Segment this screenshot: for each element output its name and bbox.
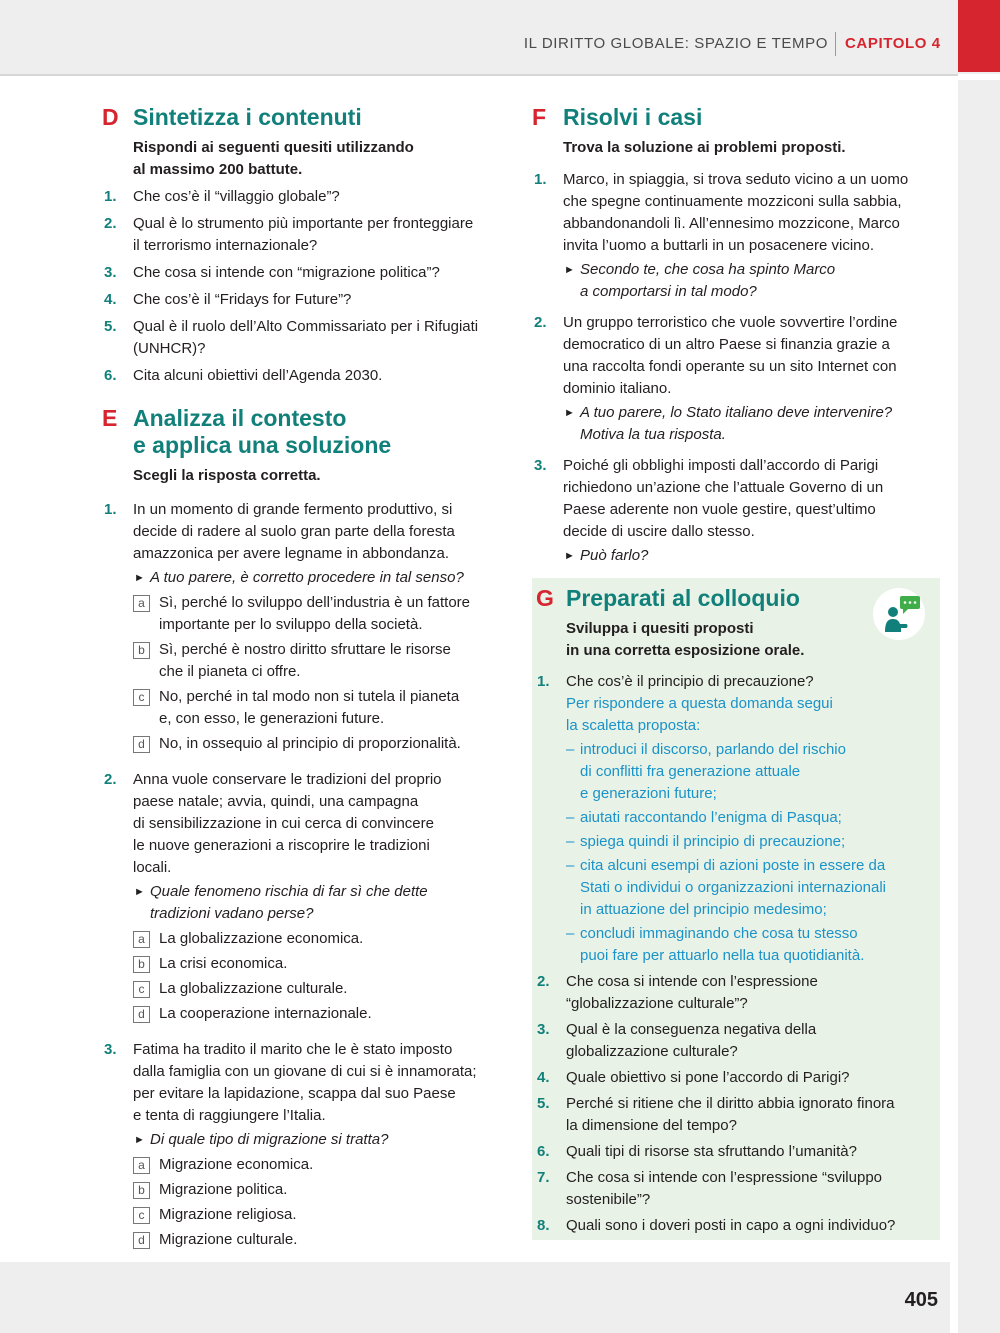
- question-text: Quale obiettivo si pone l’accordo di Parigi?: [566, 1069, 850, 1086]
- option-text: e, con esso, le generazioni future.: [159, 710, 385, 727]
- question-text: dominio italiano.: [563, 380, 672, 397]
- section-instructions: [100, 465, 510, 487]
- section-g: [532, 585, 932, 1241]
- option-key: b: [133, 642, 150, 659]
- question-item: [100, 289, 510, 311]
- instruction-line: al massimo 200 battute.: [133, 161, 303, 178]
- question-number: 2.: [104, 771, 117, 788]
- question-text: Quali sono i doveri posti in capo a ogni individuo?: [566, 1217, 896, 1234]
- step-text: puoi fare per attuarlo nella tua quotidianità.: [580, 947, 865, 964]
- step-text: cita alcuni esempi di azioni poste in essere da: [580, 857, 886, 874]
- question-text: Qual è il ruolo dell’Alto Commissariato per i Rifugiati: [133, 318, 479, 335]
- question-item: [100, 769, 510, 1025]
- section-f: [530, 104, 940, 567]
- question-prompt: [563, 259, 940, 303]
- prompt-text: Secondo te, che cosa ha spinto Marco: [580, 261, 836, 278]
- question-item: [100, 262, 510, 284]
- question-item: [532, 971, 932, 1015]
- section-e: [100, 405, 510, 1251]
- answer-option[interactable]: [133, 953, 510, 975]
- question-item: [100, 316, 510, 360]
- section-d-heading: [100, 104, 510, 131]
- question-number: 1.: [534, 171, 547, 188]
- step-text: Stati o individui o organizzazioni internazionali: [580, 879, 887, 896]
- option-text: La crisi economica.: [159, 955, 288, 972]
- guide-text: Per rispondere a questa domanda segui: [566, 695, 833, 712]
- step-text: aiutati raccontando l’enigma di Pasqua;: [580, 809, 842, 826]
- answer-option[interactable]: [133, 686, 510, 730]
- question-item: [100, 365, 510, 387]
- chapter-tab: [958, 0, 1000, 72]
- question-number: 3.: [537, 1021, 550, 1038]
- option-key: b: [133, 1182, 150, 1199]
- question-item: [532, 1019, 932, 1063]
- question-text: Poiché gli obblighi imposti dall’accordo di Parigi: [563, 457, 879, 474]
- question-number: 2.: [104, 215, 117, 232]
- question-number: 3.: [104, 1041, 117, 1058]
- question-text: abbandonandoli lì. All’ennesimo mozzicone, Marco: [563, 215, 900, 232]
- question-text: richiedono un’azione che l’attuale Governo di un: [563, 479, 884, 496]
- question-text: Che cosa si intende con l’espressione: [566, 973, 818, 990]
- question-text: Qual è lo strumento più importante per fronteggiare: [133, 215, 474, 232]
- question-text: una raccolta fondi operante su un sito Internet con: [563, 358, 897, 375]
- outline-step: – aiutati raccontando l’enigma di Pasqua;: [566, 807, 932, 829]
- page-number: 405: [904, 1289, 938, 1311]
- section-letter: G: [536, 585, 554, 611]
- question-text: decide di uscire dallo stesso.: [563, 523, 755, 540]
- question-number: 7.: [537, 1169, 550, 1186]
- header-separator: [835, 32, 836, 56]
- section-title: Sintetizza i contenuti: [133, 104, 362, 130]
- option-text: Migrazione culturale.: [159, 1231, 298, 1248]
- option-key: d: [133, 736, 150, 753]
- option-text: che il pianeta ci offre.: [159, 663, 301, 680]
- question-text: dalla famiglia con un giovane di cui si è innamorata;: [133, 1063, 477, 1080]
- question-text: Che cosa si intende con “migrazione politica”?: [133, 264, 440, 281]
- answer-option[interactable]: [133, 978, 510, 1000]
- question-text: Che cos’è il principio di precauzione?: [566, 673, 814, 690]
- option-key: d: [133, 1232, 150, 1249]
- question-text: Un gruppo terroristico che vuole sovvertire l’ordine: [563, 314, 898, 331]
- option-text: La cooperazione internazionale.: [159, 1005, 372, 1022]
- triangle-right-icon: ►: [564, 264, 575, 276]
- question-text: decide di radere al suolo gran parte della foresta: [133, 523, 455, 540]
- question-prompt: [133, 567, 510, 589]
- question-prompt: [563, 402, 940, 446]
- question-text: Fatima ha tradito il marito che le è stato imposto: [133, 1041, 453, 1058]
- question-text: Perché si ritiene che il diritto abbia ignorato finora: [566, 1095, 895, 1112]
- question-text: Anna vuole conservare le tradizioni del proprio: [133, 771, 442, 788]
- question-text: In un momento di grande fermento produttivo, si: [133, 501, 453, 518]
- triangle-right-icon: ►: [564, 550, 575, 562]
- question-prompt: [133, 881, 510, 925]
- instruction-line: Rispondi ai seguenti quesiti utilizzando: [133, 139, 414, 156]
- question-item: [532, 1215, 932, 1237]
- prompt-text: A tuo parere, lo Stato italiano deve intervenire?: [580, 404, 893, 421]
- answer-option[interactable]: [133, 1003, 510, 1025]
- title-line: Analizza il contesto: [133, 405, 347, 431]
- instruction-line: in una corretta esposizione orale.: [566, 642, 805, 659]
- question-text: sostenibile”?: [566, 1191, 651, 1208]
- outline-steps: [566, 739, 932, 967]
- question-text: Marco, in spiaggia, si trova seduto vicino a un uomo: [563, 171, 909, 188]
- option-text: No, perché in tal modo non si tutela il pianeta: [159, 688, 460, 705]
- question-text: invita l’uomo a buttarli in un posacenere vicino.: [563, 237, 875, 254]
- question-item: [530, 455, 940, 567]
- option-key: a: [133, 931, 150, 948]
- section-instructions: [530, 137, 940, 159]
- question-text: Che cosa si intende con l’espressione “sviluppo: [566, 1169, 883, 1186]
- section-f-heading: [530, 104, 940, 131]
- prompt-text: Quale fenomeno rischia di far sì che dette: [150, 883, 428, 900]
- left-column: [100, 104, 510, 1256]
- question-number: 6.: [104, 367, 117, 384]
- question-prompt: [563, 545, 940, 567]
- question-item: [530, 169, 940, 303]
- question-text: Che cos’è il “villaggio globale”?: [133, 188, 340, 205]
- header-divider: [0, 74, 958, 76]
- question-item: [532, 1067, 932, 1089]
- section-letter: D: [102, 104, 119, 130]
- question-text: per evitare la lapidazione, scappa dal suo Paese: [133, 1085, 456, 1102]
- question-item: [532, 671, 932, 967]
- section-title: [133, 405, 510, 459]
- option-text: La globalizzazione culturale.: [159, 980, 348, 997]
- option-key: c: [133, 689, 150, 706]
- answer-option[interactable]: [133, 1154, 510, 1176]
- option-key: a: [133, 595, 150, 612]
- option-key: c: [133, 981, 150, 998]
- question-text: (UNHCR)?: [133, 340, 206, 357]
- option-text: La globalizzazione economica.: [159, 930, 364, 947]
- section-letter: E: [102, 405, 118, 431]
- answer-option[interactable]: [133, 1229, 510, 1251]
- option-key: c: [133, 1207, 150, 1224]
- question-number: 3.: [104, 264, 117, 281]
- question-number: 1.: [104, 188, 117, 205]
- prompt-text: a comportarsi in tal modo?: [580, 283, 757, 300]
- outline-step: – cita alcuni esempi di azioni poste in essere da Stati o individui o organizzazioni internazionali in attuazione del principio medesimo;: [566, 855, 932, 921]
- prompt-text: Di quale tipo di migrazione si tratta?: [150, 1131, 389, 1148]
- instruction-line: Scegli la risposta corretta.: [133, 467, 321, 484]
- page-footer: [0, 1262, 950, 1333]
- prompt-text: Motiva la tua risposta.: [580, 426, 726, 443]
- triangle-right-icon: ►: [134, 1134, 145, 1146]
- question-number: 5.: [104, 318, 117, 335]
- step-text: concludi immaginando che cosa tu stesso: [580, 925, 858, 942]
- option-text: Migrazione politica.: [159, 1181, 288, 1198]
- question-item: [100, 213, 510, 257]
- question-text: le nuove generazioni a riscoprire le tradizioni: [133, 837, 430, 854]
- question-item: [532, 1167, 932, 1211]
- option-text: Sì, perché è nostro diritto sfruttare le risorse: [159, 641, 451, 658]
- instruction-line: Trova la soluzione ai problemi proposti.: [563, 139, 846, 156]
- option-text: Sì, perché lo sviluppo dell’industria è un fattore: [159, 594, 471, 611]
- question-number: 1.: [104, 501, 117, 518]
- question-text: Quali tipi di risorse sta sfruttando l’umanità?: [566, 1143, 857, 1160]
- question-text: Cita alcuni obiettivi dell’Agenda 2030.: [133, 367, 383, 384]
- question-text: e tenta di raggiungere l’Italia.: [133, 1107, 326, 1124]
- step-text: in attuazione del principio medesimo;: [580, 901, 827, 918]
- section-letter: F: [532, 104, 547, 130]
- question-number: 2.: [534, 314, 547, 331]
- question-text: democratico di un altro Paese si finanzia grazie a: [563, 336, 890, 353]
- question-item: [100, 186, 510, 208]
- option-text: importante per lo sviluppo della società.: [159, 616, 423, 633]
- option-text: Migrazione religiosa.: [159, 1206, 297, 1223]
- question-item: [100, 1039, 510, 1251]
- outline-step: – concludi immaginando che cosa tu stesso puoi fare per attuarlo nella tua quotidianità.: [566, 923, 932, 967]
- question-text: Che cos’è il “Fridays for Future”?: [133, 291, 352, 308]
- section-title: Risolvi i casi: [563, 104, 703, 130]
- prompt-text: A tuo parere, è corretto procedere in tal senso?: [150, 569, 464, 586]
- answer-option[interactable]: [133, 928, 510, 950]
- margin-strip: [958, 80, 1000, 1333]
- step-text: spiega quindi il principio di precauzione;: [580, 833, 846, 850]
- question-number: 1.: [537, 673, 550, 690]
- option-key: b: [133, 956, 150, 973]
- question-prompt: [133, 1129, 510, 1151]
- option-key: d: [133, 1006, 150, 1023]
- option-key: a: [133, 1157, 150, 1174]
- section-instructions: [100, 137, 510, 181]
- instruction-line: Sviluppa i quesiti proposti: [566, 620, 754, 637]
- answer-option[interactable]: [133, 1179, 510, 1201]
- question-number: 2.: [537, 973, 550, 990]
- question-number: 4.: [104, 291, 117, 308]
- question-text: Qual è la conseguenza negativa della: [566, 1021, 817, 1038]
- option-text: Migrazione economica.: [159, 1156, 314, 1173]
- title-line: e applica una soluzione: [133, 432, 392, 458]
- question-number: 5.: [537, 1095, 550, 1112]
- step-text: di conflitti fra generazione attuale: [580, 763, 801, 780]
- section-g-heading: [532, 585, 932, 612]
- question-text: globalizzazione culturale?: [566, 1043, 738, 1060]
- chapter-label: CAPITOLO 4: [845, 35, 941, 52]
- question-text: locali.: [133, 859, 172, 876]
- outline-step: – introduci il discorso, parlando del rischio di conflitti fra generazione attuale e generazioni future;: [566, 739, 932, 805]
- prompt-text: Può farlo?: [580, 547, 649, 564]
- answer-option[interactable]: [133, 592, 510, 636]
- triangle-right-icon: ►: [134, 886, 145, 898]
- answer-option[interactable]: [133, 1204, 510, 1226]
- question-text: “globalizzazione culturale”?: [566, 995, 748, 1012]
- triangle-right-icon: ►: [564, 407, 575, 419]
- section-d: [100, 104, 510, 387]
- answer-option[interactable]: [133, 733, 510, 755]
- prompt-text: tradizioni vadano perse?: [150, 905, 314, 922]
- section-title: Preparati al colloquio: [566, 585, 800, 611]
- question-number: 6.: [537, 1143, 550, 1160]
- question-text: Paese aderente non vuole gestire, quest’ultimo: [563, 501, 876, 518]
- question-text: amazzonica per avere legname in abbondanza.: [133, 545, 450, 562]
- section-e-heading: [100, 405, 510, 459]
- option-text: No, in ossequio al principio di proporzionalità.: [159, 735, 461, 752]
- outline-step: – spiega quindi il principio di precauzione;: [566, 831, 932, 853]
- guide-text: la scaletta proposta:: [566, 717, 701, 734]
- question-number: 4.: [537, 1069, 550, 1086]
- question-text: paese natale; avvia, quindi, una campagna: [133, 793, 419, 810]
- question-text: che spegne continuamente mozziconi sulla sabbia,: [563, 193, 902, 210]
- step-text: e generazioni future;: [580, 785, 717, 802]
- question-text: di sensibilizzazione in cui cerca di convincere: [133, 815, 434, 832]
- section-instructions: [532, 618, 932, 662]
- header-title: IL DIRITTO GLOBALE: SPAZIO E TEMPO: [523, 35, 828, 52]
- step-text: introduci il discorso, parlando del rischio: [580, 741, 846, 758]
- triangle-right-icon: ►: [134, 572, 145, 584]
- question-item: [532, 1093, 932, 1137]
- question-number: 3.: [534, 457, 547, 474]
- question-item: [532, 1141, 932, 1163]
- question-text: il terrorismo internazionale?: [133, 237, 318, 254]
- question-item: [100, 499, 510, 755]
- question-item: [530, 312, 940, 446]
- question-number: 8.: [537, 1217, 550, 1234]
- answer-option[interactable]: [133, 639, 510, 683]
- right-column: [530, 104, 940, 572]
- question-text: la dimensione del tempo?: [566, 1117, 737, 1134]
